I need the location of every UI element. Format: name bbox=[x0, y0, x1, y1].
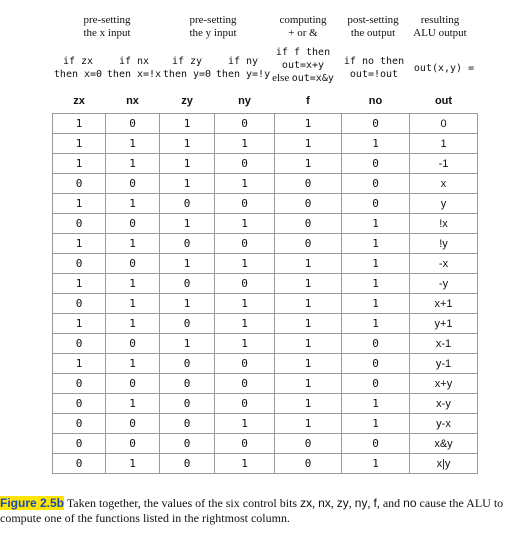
condition-if: if zx bbox=[62, 56, 94, 67]
col-header-ny: ny bbox=[238, 95, 251, 107]
caption-sep: , bbox=[312, 496, 316, 510]
bit-cell: 1 bbox=[106, 194, 160, 214]
caption-bit: no bbox=[403, 496, 417, 510]
bit-cell: 0 bbox=[53, 174, 106, 194]
table-row bbox=[53, 274, 478, 294]
header-line: pre-setting bbox=[189, 14, 237, 26]
table-row bbox=[53, 294, 478, 314]
condition-if: if nx bbox=[118, 56, 150, 67]
bit-cell: 1 bbox=[53, 154, 106, 174]
caption-text-a: Taken together, the values of the six control bits bbox=[66, 496, 298, 510]
bit-cell: 1 bbox=[215, 454, 275, 474]
bit-cell: 1 bbox=[160, 254, 215, 274]
bit-cell: 1 bbox=[275, 354, 342, 374]
bit-cell: 1 bbox=[342, 254, 410, 274]
bit-cell: 0 bbox=[106, 334, 160, 354]
bit-cell: 1 bbox=[160, 294, 215, 314]
table-row bbox=[53, 394, 478, 414]
bit-cell: 0 bbox=[106, 414, 160, 434]
condition-then: then x=0 bbox=[53, 69, 103, 80]
bit-cell: 0 bbox=[106, 374, 160, 394]
figure-label: Figure 2.5b bbox=[0, 496, 65, 510]
bit-cell: 1 bbox=[275, 414, 342, 434]
out-expression-text: out(x,y) = bbox=[413, 63, 475, 74]
bit-cell: 1 bbox=[53, 114, 106, 134]
header-line: the y input bbox=[189, 27, 237, 39]
bit-cell: 0 bbox=[342, 174, 410, 194]
header-line: ALU output bbox=[413, 27, 467, 39]
bit-cell: 1 bbox=[275, 394, 342, 414]
condition-if: if zy bbox=[171, 56, 203, 67]
condition-if: if ny bbox=[227, 56, 259, 67]
bit-cell: 0 bbox=[215, 234, 275, 254]
out-cell: x|y bbox=[410, 454, 478, 474]
bit-cell: 1 bbox=[342, 294, 410, 314]
out-cell: 1 bbox=[410, 134, 478, 154]
condition-then: out=x+y bbox=[281, 60, 325, 71]
col-header-nx: nx bbox=[126, 95, 139, 107]
bit-cell: 1 bbox=[342, 394, 410, 414]
bit-cell: 0 bbox=[275, 454, 342, 474]
condition-then: out=!out bbox=[349, 69, 399, 80]
condition-else: else bbox=[272, 72, 290, 84]
bit-cell: 1 bbox=[342, 274, 410, 294]
bit-cell: 1 bbox=[106, 154, 160, 174]
out-cell: -y bbox=[410, 274, 478, 294]
table-header-row bbox=[53, 89, 478, 114]
bit-cell: 0 bbox=[53, 414, 106, 434]
table-row bbox=[53, 234, 478, 254]
caption-bit: zy bbox=[336, 496, 349, 510]
table-row bbox=[53, 434, 478, 454]
caption-bit: nx bbox=[318, 496, 331, 510]
out-cell: x+y bbox=[410, 374, 478, 394]
bit-cell: 0 bbox=[160, 234, 215, 254]
bit-cell: 1 bbox=[342, 314, 410, 334]
bit-cell: 0 bbox=[106, 254, 160, 274]
bit-cell: 0 bbox=[342, 334, 410, 354]
bit-cell: 0 bbox=[275, 234, 342, 254]
bit-cell: 0 bbox=[160, 454, 215, 474]
bit-cell: 0 bbox=[342, 114, 410, 134]
bit-cell: 0 bbox=[53, 214, 106, 234]
bit-cell: 0 bbox=[106, 114, 160, 134]
bit-cell: 1 bbox=[106, 274, 160, 294]
bit-cell: 0 bbox=[342, 354, 410, 374]
bit-cell: 0 bbox=[215, 194, 275, 214]
out-cell: x+1 bbox=[410, 294, 478, 314]
bit-cell: 1 bbox=[215, 294, 275, 314]
bit-cell: 1 bbox=[106, 314, 160, 334]
bit-cell: 1 bbox=[53, 354, 106, 374]
condition-then: then x=!x bbox=[106, 69, 162, 80]
bit-cell: 1 bbox=[275, 314, 342, 334]
bit-cell: 0 bbox=[160, 274, 215, 294]
condition-f bbox=[268, 46, 338, 85]
bit-cell: 0 bbox=[106, 214, 160, 234]
caption-sep: , bbox=[330, 496, 334, 510]
bit-cell: 1 bbox=[106, 394, 160, 414]
bit-cell: 0 bbox=[53, 454, 106, 474]
bit-cell: 0 bbox=[342, 194, 410, 214]
col-header-f: f bbox=[306, 95, 310, 107]
bit-cell: 1 bbox=[342, 214, 410, 234]
table-row bbox=[53, 454, 478, 474]
table-row bbox=[53, 254, 478, 274]
table-row bbox=[53, 214, 478, 234]
out-cell: y+1 bbox=[410, 314, 478, 334]
out-expression bbox=[405, 62, 483, 75]
bit-cell: 0 bbox=[342, 374, 410, 394]
condition-ny bbox=[213, 55, 273, 81]
bit-cell: 1 bbox=[215, 134, 275, 154]
condition-nx bbox=[104, 55, 164, 81]
bit-cell: 1 bbox=[215, 214, 275, 234]
header-line: + or & bbox=[288, 27, 318, 39]
out-cell: x-y bbox=[410, 394, 478, 414]
out-cell: y bbox=[410, 194, 478, 214]
condition-no bbox=[343, 55, 405, 81]
bit-cell: 0 bbox=[53, 254, 106, 274]
header-line: computing bbox=[279, 14, 327, 26]
bit-cell: 1 bbox=[160, 174, 215, 194]
bit-cell: 1 bbox=[160, 154, 215, 174]
header-line: post-setting bbox=[347, 14, 399, 26]
bit-cell: 1 bbox=[160, 134, 215, 154]
condition-else-expr: out=x&y bbox=[291, 73, 334, 84]
out-cell: y-x bbox=[410, 414, 478, 434]
bit-cell: 0 bbox=[160, 414, 215, 434]
bit-cell: 1 bbox=[53, 134, 106, 154]
header-presetting-x bbox=[62, 14, 152, 40]
bit-cell: 1 bbox=[53, 314, 106, 334]
condition-then: then y=!y bbox=[215, 69, 271, 80]
bit-cell: 1 bbox=[106, 354, 160, 374]
bit-cell: 1 bbox=[160, 114, 215, 134]
col-header-zx: zx bbox=[73, 95, 85, 107]
condition-zx bbox=[48, 55, 108, 81]
bit-cell: 0 bbox=[275, 214, 342, 234]
caption-bit: zx bbox=[300, 496, 313, 510]
header-presetting-y bbox=[168, 14, 258, 40]
bit-cell: 1 bbox=[275, 114, 342, 134]
bit-cell: 0 bbox=[275, 174, 342, 194]
bit-cell: 1 bbox=[275, 254, 342, 274]
bit-cell: 0 bbox=[342, 434, 410, 454]
bit-cell: 0 bbox=[215, 394, 275, 414]
out-cell: !x bbox=[410, 214, 478, 234]
bit-cell: 1 bbox=[106, 134, 160, 154]
bit-cell: 0 bbox=[53, 434, 106, 454]
table-row bbox=[53, 194, 478, 214]
bit-cell: 0 bbox=[275, 194, 342, 214]
caption-bit: ny bbox=[354, 496, 368, 510]
bit-cell: 0 bbox=[160, 374, 215, 394]
table-row bbox=[53, 114, 478, 134]
alu-truth-table bbox=[52, 89, 478, 474]
condition-if: if f then bbox=[275, 47, 331, 58]
table-row bbox=[53, 334, 478, 354]
col-header-zy: zy bbox=[181, 95, 193, 107]
bit-cell: 1 bbox=[275, 274, 342, 294]
bit-cell: 1 bbox=[342, 134, 410, 154]
caption-sep: , bbox=[348, 496, 352, 510]
bit-cell: 1 bbox=[106, 234, 160, 254]
table-row bbox=[53, 374, 478, 394]
bit-cell: 1 bbox=[160, 214, 215, 234]
bit-cell: 1 bbox=[215, 314, 275, 334]
bit-cell: 1 bbox=[342, 454, 410, 474]
out-cell: -x bbox=[410, 254, 478, 274]
out-cell: x&y bbox=[410, 434, 478, 454]
table-row bbox=[53, 354, 478, 374]
bit-cell: 0 bbox=[342, 154, 410, 174]
bit-cell: 0 bbox=[106, 434, 160, 454]
table-row bbox=[53, 314, 478, 334]
bit-cell: 1 bbox=[275, 334, 342, 354]
bit-cell: 1 bbox=[215, 254, 275, 274]
bit-cell: 1 bbox=[342, 234, 410, 254]
header-line: pre-setting bbox=[83, 14, 131, 26]
bit-cell: 0 bbox=[275, 434, 342, 454]
bit-cell: 0 bbox=[53, 394, 106, 414]
caption-sep: , bbox=[367, 496, 371, 510]
out-cell: x bbox=[410, 174, 478, 194]
bit-cell: 1 bbox=[160, 334, 215, 354]
condition-if: if no then bbox=[343, 56, 405, 67]
bit-cell: 1 bbox=[215, 414, 275, 434]
bit-cell: 1 bbox=[275, 294, 342, 314]
header-line: resulting bbox=[420, 14, 460, 26]
col-header-no: no bbox=[368, 95, 383, 107]
bit-cell: 0 bbox=[215, 434, 275, 454]
bit-cell: 0 bbox=[53, 334, 106, 354]
bit-cell: 1 bbox=[106, 454, 160, 474]
col-header-out: out bbox=[434, 95, 453, 107]
header-line: the x input bbox=[83, 27, 131, 39]
bit-cell: 1 bbox=[215, 334, 275, 354]
bit-cell: 1 bbox=[275, 374, 342, 394]
bit-cell: 1 bbox=[275, 154, 342, 174]
bit-cell: 1 bbox=[53, 234, 106, 254]
bit-cell: 0 bbox=[215, 354, 275, 374]
out-cell: y-1 bbox=[410, 354, 478, 374]
bit-cell: 0 bbox=[53, 374, 106, 394]
bit-cell: 0 bbox=[215, 274, 275, 294]
caption-sep: , and bbox=[376, 496, 401, 510]
bit-cell: 0 bbox=[53, 294, 106, 314]
header-postsetting bbox=[338, 14, 408, 40]
header-line: the output bbox=[350, 27, 396, 39]
caption-text-b: cause the ALU to compute one of the functions listed in the rightmost column. bbox=[0, 496, 504, 525]
out-cell: -1 bbox=[410, 154, 478, 174]
bit-cell: 0 bbox=[215, 114, 275, 134]
header-computing bbox=[268, 14, 338, 40]
bit-cell: 1 bbox=[215, 174, 275, 194]
bit-cell: 0 bbox=[160, 314, 215, 334]
condition-zy bbox=[158, 55, 216, 81]
table-row bbox=[53, 414, 478, 434]
bit-cell: 1 bbox=[106, 294, 160, 314]
caption-bit: f bbox=[373, 496, 377, 510]
table-row bbox=[53, 134, 478, 154]
bit-cell: 0 bbox=[160, 394, 215, 414]
bit-cell: 1 bbox=[53, 194, 106, 214]
bit-cell: 1 bbox=[342, 414, 410, 434]
bit-cell: 0 bbox=[160, 354, 215, 374]
condition-then: then y=0 bbox=[162, 69, 212, 80]
bit-cell: 0 bbox=[215, 374, 275, 394]
header-resulting bbox=[405, 14, 475, 40]
out-cell: 0 bbox=[410, 114, 478, 134]
figure-caption bbox=[0, 496, 515, 526]
bit-cell: 1 bbox=[53, 274, 106, 294]
bit-cell: 0 bbox=[106, 174, 160, 194]
bit-cell: 0 bbox=[160, 434, 215, 454]
out-cell: !y bbox=[410, 234, 478, 254]
table-row bbox=[53, 154, 478, 174]
bit-cell: 0 bbox=[215, 154, 275, 174]
out-cell: x-1 bbox=[410, 334, 478, 354]
bit-cell: 0 bbox=[160, 194, 215, 214]
table-row bbox=[53, 174, 478, 194]
bit-cell: 1 bbox=[275, 134, 342, 154]
